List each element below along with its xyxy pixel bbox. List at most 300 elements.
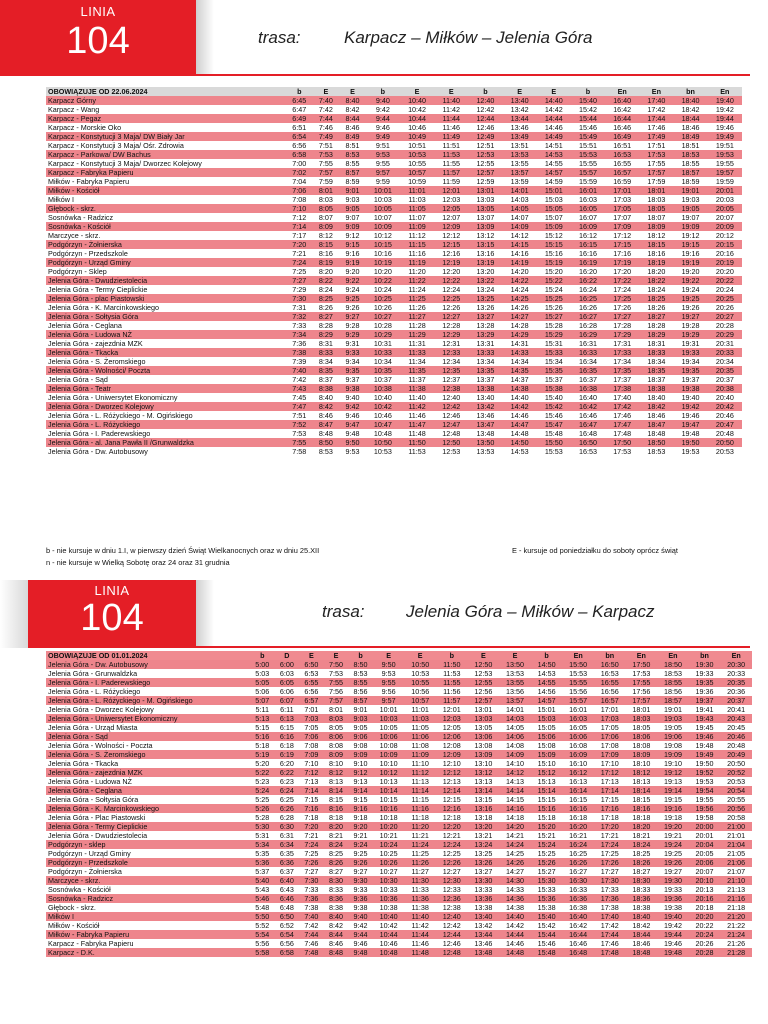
departure-time: 14:01 bbox=[505, 705, 524, 714]
column-code: E bbox=[512, 651, 518, 660]
column-code: E bbox=[333, 651, 339, 660]
departure-time: 18:05 bbox=[632, 723, 651, 732]
departure-time: 14:47 bbox=[510, 420, 529, 429]
departure-time: 17:30 bbox=[600, 876, 619, 885]
departure-time: 17:38 bbox=[600, 903, 619, 912]
departure-time: 8:53 bbox=[353, 669, 368, 678]
departure-time: 16:25 bbox=[579, 294, 597, 303]
departure-time: 11:38 bbox=[408, 384, 426, 393]
departure-time: 13:40 bbox=[474, 912, 493, 921]
column-code: E bbox=[517, 87, 523, 96]
departure-time: 16:29 bbox=[579, 330, 597, 339]
departure-time: 20:28 bbox=[695, 948, 714, 957]
departure-time: 11:13 bbox=[411, 777, 429, 786]
departure-time: 19:29 bbox=[681, 330, 700, 339]
departure-time: 12:42 bbox=[442, 402, 461, 411]
departure-time: 18:53 bbox=[681, 150, 700, 159]
departure-time: 14:13 bbox=[505, 777, 524, 786]
departure-time: 20:06 bbox=[695, 858, 714, 867]
departure-time: 11:26 bbox=[408, 303, 426, 312]
departure-time: 20:49 bbox=[727, 750, 746, 759]
departure-time: 13:37 bbox=[476, 375, 495, 384]
departure-time: 6:00 bbox=[279, 660, 294, 669]
table-row bbox=[46, 714, 752, 723]
departure-time: 19:16 bbox=[663, 804, 682, 813]
departure-time: 18:35 bbox=[647, 366, 666, 375]
departure-time: 5:05 bbox=[255, 678, 270, 687]
departure-time: 16:38 bbox=[569, 903, 588, 912]
departure-time: 11:55 bbox=[442, 159, 460, 168]
departure-time: 8:53 bbox=[318, 447, 333, 456]
departure-time: 14:42 bbox=[510, 402, 529, 411]
column-code: E bbox=[350, 87, 355, 96]
departure-time: 11:15 bbox=[408, 240, 426, 249]
departure-time: 15:18 bbox=[537, 813, 556, 822]
departure-time: 18:31 bbox=[647, 339, 666, 348]
departure-time: 17:46 bbox=[613, 411, 632, 420]
departure-time: 13:47 bbox=[476, 420, 495, 429]
departure-time: 19:33 bbox=[681, 348, 700, 357]
departure-time: 12:46 bbox=[442, 939, 461, 948]
departure-time: 21:13 bbox=[727, 885, 746, 894]
stop-name: Jelenia Góra - Grunwaldzka bbox=[48, 669, 138, 678]
departure-time: 19:33 bbox=[663, 885, 682, 894]
departure-time: 8:36 bbox=[328, 894, 343, 903]
departure-time: 12:57 bbox=[476, 168, 495, 177]
departure-time: 15:03 bbox=[544, 195, 563, 204]
departure-time: 16:42 bbox=[569, 921, 588, 930]
stop-name: Jelenia Góra - Urząd Miasta bbox=[48, 723, 138, 732]
departure-time: 17:12 bbox=[613, 231, 632, 240]
departure-time: 6:56 bbox=[279, 939, 294, 948]
departure-time: 11:22 bbox=[408, 276, 426, 285]
header-shade bbox=[196, 580, 214, 648]
departure-time: 9:48 bbox=[345, 429, 360, 438]
departure-time: 5:26 bbox=[255, 804, 270, 813]
departure-time: 20:07 bbox=[715, 213, 734, 222]
departure-time: 18:25 bbox=[647, 294, 666, 303]
departure-time: 7:06 bbox=[304, 732, 319, 741]
departure-time: 15:40 bbox=[537, 912, 556, 921]
departure-time: 9:31 bbox=[345, 339, 360, 348]
departure-time: 17:47 bbox=[613, 420, 632, 429]
departure-time: 13:07 bbox=[476, 213, 495, 222]
departure-time: 14:14 bbox=[505, 786, 524, 795]
departure-time: 20:41 bbox=[727, 705, 746, 714]
departure-time: 5:35 bbox=[255, 849, 270, 858]
departure-time: 16:01 bbox=[569, 705, 588, 714]
departure-time: 9:47 bbox=[345, 420, 360, 429]
departure-time: 10:13 bbox=[379, 777, 398, 786]
departure-time: 13:46 bbox=[474, 939, 493, 948]
departure-time: 12:44 bbox=[442, 930, 461, 939]
departure-time: 8:24 bbox=[328, 840, 343, 849]
departure-time: 13:42 bbox=[510, 105, 529, 114]
departure-time: 14:36 bbox=[505, 894, 524, 903]
departure-time: 9:49 bbox=[375, 132, 390, 141]
departure-time: 13:51 bbox=[510, 141, 529, 150]
departure-time: 8:42 bbox=[318, 402, 333, 411]
departure-time: 17:05 bbox=[613, 204, 632, 213]
departure-time: 11:40 bbox=[442, 96, 460, 105]
departure-time: 11:20 bbox=[411, 822, 429, 831]
departure-time: 19:24 bbox=[681, 285, 700, 294]
departure-time: 15:46 bbox=[544, 411, 563, 420]
departure-time: 15:51 bbox=[579, 141, 597, 150]
departure-time: 20:26 bbox=[715, 303, 734, 312]
departure-time: 20:24 bbox=[695, 930, 714, 939]
departure-time: 10:22 bbox=[373, 276, 392, 285]
departure-time: 11:51 bbox=[442, 141, 460, 150]
departure-time: 9:42 bbox=[375, 105, 390, 114]
departure-time: 7:08 bbox=[304, 741, 319, 750]
departure-time: 16:01 bbox=[579, 186, 597, 195]
departure-time: 7:39 bbox=[292, 357, 307, 366]
departure-time: 15:59 bbox=[579, 177, 597, 186]
departure-time: 16:05 bbox=[569, 723, 588, 732]
table-row bbox=[46, 795, 752, 804]
table-row bbox=[46, 438, 742, 447]
departure-time: 6:49 bbox=[292, 114, 307, 123]
departure-time: 9:56 bbox=[381, 687, 396, 696]
departure-time: 5:20 bbox=[255, 759, 270, 768]
departure-time: 14:07 bbox=[510, 213, 529, 222]
departure-time: 12:26 bbox=[442, 858, 461, 867]
departure-time: 17:05 bbox=[600, 723, 619, 732]
departure-time: 18:20 bbox=[647, 267, 666, 276]
table-row bbox=[46, 141, 742, 150]
departure-time: 10:16 bbox=[373, 249, 392, 258]
departure-time: 17:26 bbox=[613, 303, 632, 312]
departure-time: 19:36 bbox=[663, 894, 682, 903]
departure-time: 13:08 bbox=[474, 741, 493, 750]
departure-time: 19:40 bbox=[681, 393, 700, 402]
stop-name: Jelenia Góra - Dwudziestolecia bbox=[48, 831, 148, 840]
table-row bbox=[46, 339, 742, 348]
departure-time: 16:15 bbox=[579, 240, 597, 249]
departure-time: 19:53 bbox=[695, 777, 714, 786]
departure-time: 10:19 bbox=[373, 258, 392, 267]
departure-time: 15:01 bbox=[537, 705, 556, 714]
departure-time: 21:16 bbox=[727, 894, 746, 903]
departure-time: 6:16 bbox=[279, 732, 294, 741]
departure-time: 11:30 bbox=[411, 876, 429, 885]
departure-time: 13:42 bbox=[476, 402, 495, 411]
departure-time: 17:34 bbox=[613, 357, 632, 366]
departure-time: 16:50 bbox=[600, 660, 619, 669]
stop-name: Podgórzyn - Urząd Gminy bbox=[48, 258, 131, 267]
departure-time: 8:46 bbox=[345, 123, 360, 132]
departure-time: 14:55 bbox=[544, 159, 563, 168]
departure-time: 13:12 bbox=[476, 231, 495, 240]
departure-time: 11:29 bbox=[408, 330, 426, 339]
departure-time: 8:40 bbox=[345, 96, 360, 105]
departure-time: 12:01 bbox=[442, 186, 461, 195]
departure-time: 13:22 bbox=[476, 276, 495, 285]
table-row bbox=[46, 804, 752, 813]
departure-time: 21:22 bbox=[727, 921, 746, 930]
departure-time: 11:33 bbox=[408, 348, 426, 357]
departure-time: 16:07 bbox=[579, 213, 597, 222]
table-row bbox=[46, 222, 742, 231]
departure-time: 10:30 bbox=[379, 876, 398, 885]
departure-time: 13:34 bbox=[476, 357, 495, 366]
stop-name: Jelenia Góra - Dw. Autobusowy bbox=[48, 447, 148, 456]
departure-time: 16:40 bbox=[569, 912, 588, 921]
departure-time: 10:59 bbox=[408, 177, 427, 186]
departure-time: 6:23 bbox=[279, 777, 294, 786]
departure-time: 11:53 bbox=[443, 669, 461, 678]
departure-time: 17:36 bbox=[600, 894, 619, 903]
departure-time: 17:33 bbox=[613, 348, 632, 357]
departure-time: 14:34 bbox=[510, 357, 529, 366]
departure-time: 14:51 bbox=[544, 141, 563, 150]
departure-time: 14:56 bbox=[537, 687, 556, 696]
departure-time: 19:42 bbox=[681, 402, 700, 411]
departure-time: 12:59 bbox=[476, 177, 495, 186]
departure-time: 19:48 bbox=[663, 948, 682, 957]
departure-time: 17:03 bbox=[613, 195, 632, 204]
departure-time: 7:51 bbox=[292, 411, 307, 420]
departure-time: 7:42 bbox=[318, 105, 333, 114]
table-row bbox=[46, 393, 742, 402]
departure-time: 6:36 bbox=[279, 858, 294, 867]
departure-time: 17:18 bbox=[600, 813, 619, 822]
departure-time: 20:28 bbox=[715, 321, 734, 330]
departure-time: 11:12 bbox=[408, 231, 426, 240]
departure-time: 7:12 bbox=[304, 768, 319, 777]
departure-time: 5:56 bbox=[255, 939, 270, 948]
departure-time: 19:07 bbox=[681, 213, 700, 222]
column-code: E bbox=[448, 87, 454, 96]
departure-time: 18:07 bbox=[647, 213, 666, 222]
departure-time: 11:18 bbox=[411, 813, 429, 822]
departure-time: 12:15 bbox=[442, 240, 461, 249]
departure-time: 15:26 bbox=[544, 303, 563, 312]
departure-time: 11:06 bbox=[411, 732, 429, 741]
departure-time: 21:20 bbox=[727, 912, 746, 921]
departure-time: 13:29 bbox=[476, 330, 495, 339]
departure-time: 10:31 bbox=[373, 339, 392, 348]
departure-time: 21:10 bbox=[727, 876, 746, 885]
line-number: 104 bbox=[66, 20, 130, 62]
departure-time: 11:57 bbox=[443, 696, 461, 705]
departure-time: 6:28 bbox=[279, 813, 294, 822]
departure-time: 8:16 bbox=[318, 249, 333, 258]
valid-from-label: OBOWIĄZUJE OD 01.01.2024 bbox=[48, 651, 148, 660]
departure-time: 18:57 bbox=[663, 696, 682, 705]
departure-time: 11:16 bbox=[411, 804, 429, 813]
line-badge bbox=[0, 0, 196, 76]
stop-name: Jelenia Góra - S. Żeromskiego bbox=[48, 750, 146, 759]
departure-time: 18:46 bbox=[647, 411, 666, 420]
departure-time: 9:05 bbox=[345, 204, 360, 213]
departure-time: 10:57 bbox=[408, 168, 427, 177]
departure-time: 5:16 bbox=[255, 732, 270, 741]
departure-time: 7:40 bbox=[304, 912, 319, 921]
departure-time: 12:46 bbox=[442, 411, 461, 420]
departure-time: 17:51 bbox=[647, 141, 666, 150]
departure-time: 18:25 bbox=[632, 849, 651, 858]
column-code: En bbox=[651, 87, 661, 96]
departure-time: 6:55 bbox=[304, 678, 319, 687]
departure-time: 8:26 bbox=[328, 858, 343, 867]
departure-time: 17:07 bbox=[613, 213, 632, 222]
departure-time: 11:25 bbox=[411, 849, 429, 858]
departure-time: 14:25 bbox=[510, 294, 529, 303]
departure-time: 8:08 bbox=[328, 741, 343, 750]
departure-time: 15:24 bbox=[537, 840, 556, 849]
table-row bbox=[46, 741, 752, 750]
departure-time: 16:06 bbox=[569, 732, 588, 741]
departure-time: 15:49 bbox=[579, 132, 597, 141]
departure-time: 6:13 bbox=[279, 714, 294, 723]
column-code: En bbox=[668, 651, 678, 660]
departure-time: 12:25 bbox=[442, 849, 461, 858]
departure-time: 11:36 bbox=[411, 894, 429, 903]
departure-time: 11:03 bbox=[411, 714, 429, 723]
table-row bbox=[46, 150, 742, 159]
departure-time: 19:51 bbox=[715, 141, 734, 150]
departure-time: 12:48 bbox=[442, 429, 461, 438]
departure-time: 15:40 bbox=[544, 393, 563, 402]
departure-time: 10:57 bbox=[411, 696, 430, 705]
route-name: Jelenia Góra – Miłków – Karpacz bbox=[406, 602, 655, 621]
departure-time: 17:53 bbox=[613, 447, 632, 456]
departure-time: 18:53 bbox=[647, 447, 666, 456]
departure-time: 20:42 bbox=[715, 402, 734, 411]
line-badge bbox=[28, 580, 196, 648]
departure-time: 14:48 bbox=[505, 948, 524, 957]
table-row bbox=[46, 768, 752, 777]
stop-name: Karpacz - Wang bbox=[48, 105, 100, 114]
departure-time: 7:56 bbox=[328, 687, 343, 696]
departure-time: 8:15 bbox=[318, 240, 333, 249]
departure-time: 16:16 bbox=[579, 249, 597, 258]
departure-time: 19:35 bbox=[681, 366, 700, 375]
departure-time: 11:01 bbox=[411, 705, 429, 714]
departure-time: 9:48 bbox=[353, 948, 368, 957]
stop-name: Jelenia Góra - Dwudziestolecia bbox=[48, 276, 148, 285]
departure-time: 11:47 bbox=[408, 420, 426, 429]
table-row bbox=[46, 777, 752, 786]
stop-name: Jelenia Góra - Sołtysia Góra bbox=[48, 312, 139, 321]
departure-time: 9:53 bbox=[381, 669, 396, 678]
departure-time: 16:35 bbox=[579, 366, 597, 375]
departure-time: 14:31 bbox=[510, 339, 529, 348]
departure-time: 7:51 bbox=[318, 141, 333, 150]
departure-time: 16:33 bbox=[569, 885, 588, 894]
departure-time: 13:31 bbox=[476, 339, 495, 348]
departure-time: 10:05 bbox=[373, 204, 392, 213]
departure-time: 11:49 bbox=[442, 132, 460, 141]
stop-name: Jelenia Góra - Tkacka bbox=[48, 759, 119, 768]
stop-name: Marczyce - skrz. bbox=[48, 876, 101, 885]
departure-time: 12:13 bbox=[442, 777, 461, 786]
departure-time: 5:40 bbox=[255, 876, 270, 885]
departure-time: 16:16 bbox=[569, 804, 588, 813]
stop-name: Sosnówka - Radzicz bbox=[48, 213, 114, 222]
departure-time: 18:40 bbox=[632, 912, 651, 921]
departure-time: 19:46 bbox=[681, 411, 700, 420]
departure-time: 9:42 bbox=[353, 921, 368, 930]
departure-time: 10:46 bbox=[373, 411, 392, 420]
stop-name: Karpacz - Morskie Oko bbox=[48, 123, 122, 132]
departure-time: 14:15 bbox=[505, 795, 524, 804]
departure-time: 16:27 bbox=[579, 312, 597, 321]
stop-name: Głębock - skrz. bbox=[48, 204, 96, 213]
departure-time: 10:25 bbox=[373, 294, 392, 303]
departure-time: 10:33 bbox=[379, 885, 398, 894]
departure-time: 7:44 bbox=[304, 930, 319, 939]
departure-time: 12:20 bbox=[442, 822, 461, 831]
departure-time: 8:18 bbox=[328, 813, 343, 822]
departure-time: 8:27 bbox=[328, 867, 343, 876]
departure-time: 20:37 bbox=[715, 375, 734, 384]
departure-time: 7:08 bbox=[292, 195, 307, 204]
table-row bbox=[46, 204, 742, 213]
departure-time: 9:35 bbox=[345, 366, 360, 375]
departure-time: 16:46 bbox=[569, 939, 588, 948]
departure-time: 12:55 bbox=[476, 159, 495, 168]
departure-time: 6:15 bbox=[279, 723, 294, 732]
stop-name: Jelenia Góra - Dworzec Kolejowy bbox=[48, 705, 154, 714]
stop-name: Jelenia Góra - K. Marcinkowskiego bbox=[48, 804, 160, 813]
departure-time: 12:21 bbox=[442, 831, 461, 840]
column-code: D bbox=[284, 651, 290, 660]
departure-time: 13:15 bbox=[476, 240, 495, 249]
departure-time: 6:26 bbox=[279, 804, 294, 813]
departure-time: 7:27 bbox=[304, 867, 319, 876]
departure-time: 21:00 bbox=[727, 822, 746, 831]
stop-name: Podgórzyn - Urząd Gminy bbox=[48, 849, 131, 858]
departure-time: 13:25 bbox=[476, 294, 495, 303]
departure-time: 18:03 bbox=[632, 714, 651, 723]
departure-time: 19:34 bbox=[681, 357, 700, 366]
departure-time: 16:22 bbox=[579, 276, 597, 285]
departure-time: 8:14 bbox=[328, 786, 343, 795]
departure-time: 13:56 bbox=[505, 687, 524, 696]
departure-time: 9:25 bbox=[345, 294, 360, 303]
departure-time: 20:01 bbox=[695, 831, 714, 840]
departure-time: 13:06 bbox=[474, 732, 493, 741]
departure-time: 14:09 bbox=[510, 222, 529, 231]
departure-time: 17:15 bbox=[613, 240, 632, 249]
departure-time: 15:47 bbox=[544, 420, 563, 429]
departure-time: 19:27 bbox=[681, 312, 700, 321]
departure-time: 10:53 bbox=[373, 447, 392, 456]
departure-time: 12:30 bbox=[442, 876, 461, 885]
departure-time: 14:22 bbox=[510, 276, 529, 285]
line-number: 104 bbox=[80, 597, 144, 639]
departure-time: 17:09 bbox=[600, 750, 619, 759]
departure-time: 6:50 bbox=[279, 912, 294, 921]
departure-time: 13:26 bbox=[474, 858, 493, 867]
departure-time: 13:03 bbox=[476, 195, 495, 204]
column-code: E bbox=[551, 87, 557, 96]
departure-time: 6:48 bbox=[279, 903, 294, 912]
departure-time: 13:59 bbox=[510, 177, 529, 186]
departure-time: 8:20 bbox=[328, 822, 343, 831]
departure-time: 7:45 bbox=[292, 393, 307, 402]
stop-name: Podgórzyn - Sklep bbox=[48, 267, 107, 276]
departure-time: 12:31 bbox=[442, 339, 461, 348]
departure-time: 18:27 bbox=[647, 312, 666, 321]
departure-time: 19:46 bbox=[695, 732, 714, 741]
departure-time: 6:05 bbox=[279, 678, 294, 687]
stop-name: Karpacz - Konstytucji 3 Maja/ Ośr. Zdrowia bbox=[48, 141, 184, 150]
departure-time: 12:40 bbox=[442, 912, 461, 921]
